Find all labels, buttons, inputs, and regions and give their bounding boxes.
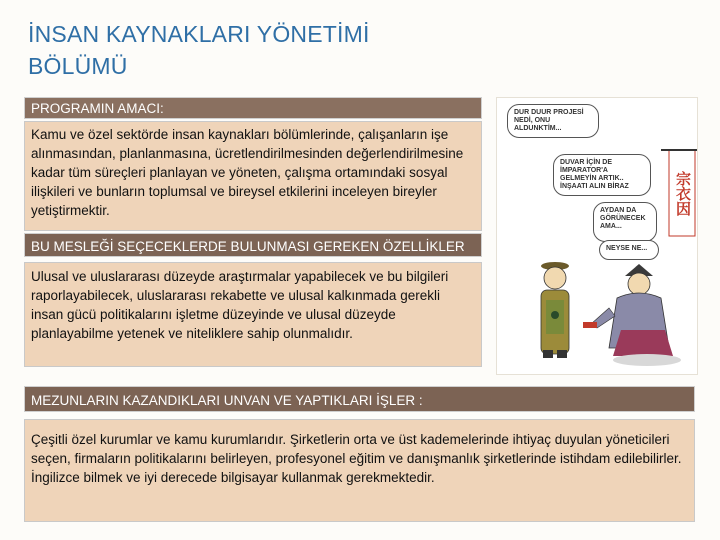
required-qualities-text: Ulusal ve uluslararası düzeyde araştırmalar yapabilecek ve bu bilgileri raporlayabilecek, uluslararası rekabette ve ulusal kalkınmada gerekli insan gücü politikalarını işletme düzeyinde ve ulusal düzeyde planlayabilme yetenek ve niteliklere sahip olunmalıdır. (24, 262, 482, 367)
speech-bubble-2: DUVAR İÇİN DE İMPARATOR'A GELMEYİN ARTIK.. İNŞAATI ALIN BİRAZ (553, 154, 651, 196)
chinese-banner-text: 宗衣因 (674, 170, 691, 216)
program-goal-text: Kamu ve özel sektörde insan kaynakları bölümlerinde, çalışanların işe alınmasından, planlanmasına, ücretlendirilmesinden değerlendirilmesine kadar tüm süreçleri planlayan ve yöneten, çalışma ortamındaki sosyal ilişkileri ve bunların toplumsal ve bireysel etkilerini inceleyen bireyler yetiştirmektir. (24, 121, 482, 231)
cartoon-figures (497, 98, 697, 374)
seated-figure (583, 264, 681, 366)
program-goal-header: PROGRAMIN AMACI: (24, 97, 482, 119)
page-title: İNSAN KAYNAKLARI YÖNETİMİ BÖLÜMÜ (28, 21, 370, 79)
speech-bubble-1: DUR DUUR PROJESİ NEDİ, ONU ALDUNKTİM... (507, 104, 599, 138)
cartoon-illustration (496, 97, 698, 375)
standing-figure (541, 262, 569, 358)
required-qualities-header: BU MESLEĞİ SEÇECEKLERDE BULUNMASI GEREKEN ÖZELLİKLER (24, 233, 482, 257)
graduates-text: Çeşitli özel kurumlar ve kamu kurumlarıdır. Şirketlerin orta ve üst kademelerinde ihtiyaç duyulan yöneticileri seçen, firmaların politikalarını belirleyen, profesyonel eğitim ve danışmanlık şirketlerinde istihdam edilebilirler. İngilizce bilmek ve iyi derecede bilgisayar kullanmak gerekmektedir. (24, 419, 695, 522)
red-banner (669, 150, 695, 236)
speech-bubble-4: NEYSE NE... (599, 240, 659, 260)
speech-bubble-3: AYDAN DA GÖRÜNECEK AMA... (593, 202, 657, 242)
graduates-header: MEZUNLARIN KAZANDIKLARI UNVAN VE YAPTIKLARI İŞLER : (24, 386, 695, 412)
